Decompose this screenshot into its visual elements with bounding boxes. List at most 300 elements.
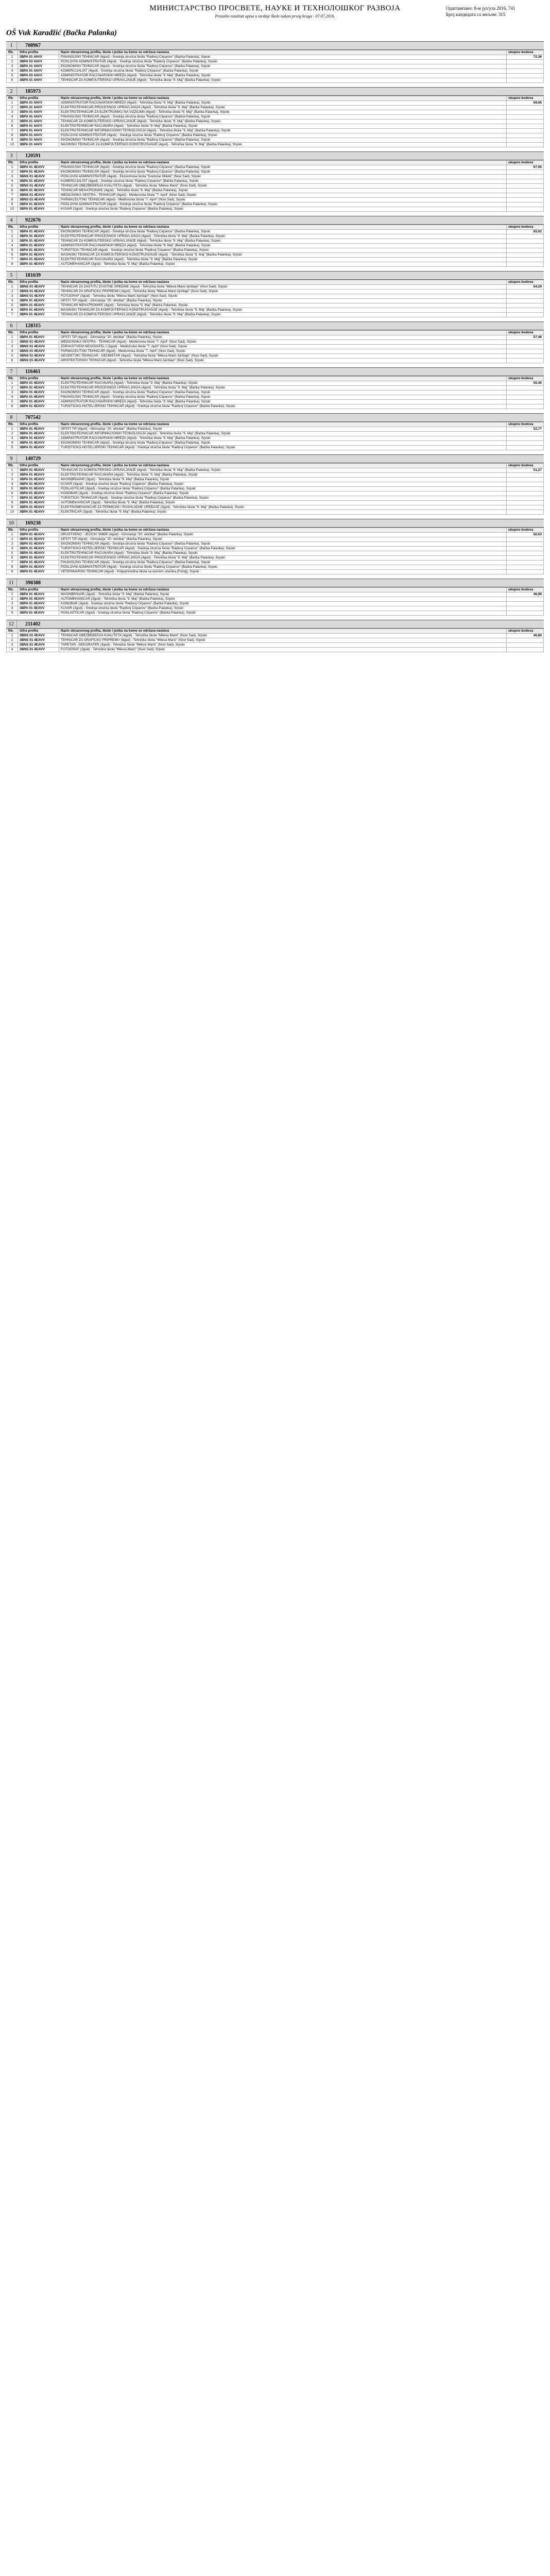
points-cell (507, 561, 544, 565)
points-cell (507, 643, 544, 648)
candidate-header (6, 216, 544, 225)
candidate-block (6, 87, 544, 147)
column-header-name: Naziv obrazovnog profila, škole i jezika na kome se održava nastava (59, 464, 507, 468)
table-row (7, 505, 544, 510)
candidate-block (6, 216, 544, 267)
row-number: 1 (7, 55, 18, 60)
profile-name: EKONOMSKI TEHNIČAR (4god) - Srednja stručna škola "Radivoj Ćirpanov" (Bačka Palanka), Srpski (59, 170, 507, 175)
column-header-rb: Rb. (7, 377, 18, 381)
profile-name: EKONOMSKI TEHNIČAR (4god) - Srednja stručna škola "Radivoj Ćirpanov" (Bačka Palanka), Srpski (59, 138, 507, 143)
row-number: 5 (7, 184, 18, 189)
table-row (7, 340, 544, 345)
table-row (7, 230, 544, 234)
row-number: 1 (7, 533, 18, 537)
column-header-points: ukupno bodova (507, 588, 544, 592)
wishes-table (6, 528, 544, 574)
wishes-table (6, 225, 544, 267)
table-row (7, 436, 544, 441)
table-header-row (7, 280, 544, 285)
points-cell (507, 248, 544, 253)
profile-name: ADMINISTRATOR RAČUNARSKIH MREŽA (4god) - Tehnička škola "9. Maj" (Bačka Palanka), Srpski (59, 74, 507, 78)
points-cell (507, 478, 544, 482)
profile-name: AUTOMEHANIČAR (3god) - Tehnička škola "9. Maj" (Bačka Palanka), Srpski (59, 262, 507, 267)
points-cell (507, 487, 544, 492)
table-row (7, 400, 544, 404)
points-cell (507, 565, 544, 570)
profile-name: TURISTIČKI TEHNIČAR (4god) - Srednja stručna škola "Radivoj Ćirpanov" (Bačka Palanka), Srpski (59, 248, 507, 253)
table-row (7, 165, 544, 170)
points-cell (507, 354, 544, 359)
candidate-number: 7 (6, 368, 17, 376)
points-cell (507, 648, 544, 652)
row-number: 4 (7, 69, 18, 74)
profile-name: EKONOMSKI TEHNIČAR (4god) - Srednja stručna škola "Radivoj Ćirpanov" (Bačka Palanka), Srpski (59, 230, 507, 234)
profile-name: ADMINISTRATOR RAČUNARSKIH MREŽA (4god) - Tehnička škola "9. Maj" (Bačka Palanka), Srpski (59, 244, 507, 248)
column-header-name: Naziv obrazovnog profila, škole i jezika na kome se održava nastava (59, 528, 507, 533)
profile-name: GEODETSKI TEHNIČAR - GEOMETAR (4god) - Tehnička škola "Mileva Marić Ajnštajn" (Novi Sad), Srpski (59, 354, 507, 359)
row-number: 5 (7, 611, 18, 616)
profile-code: 3BPA 01 4EAVV (18, 551, 59, 556)
candidate-code: 211402 (25, 621, 41, 627)
column-header-name: Naziv obrazovnog profila, škole i jezika na kome se održava nastava (59, 377, 507, 381)
row-number: 5 (7, 446, 18, 450)
profile-code: 3BPA 01 4AVV (18, 138, 59, 143)
wishes-table (6, 587, 544, 616)
row-number: 4 (7, 606, 18, 611)
profile-code: 3BPA 01 4EAVV (18, 386, 59, 391)
points-cell (507, 482, 544, 487)
profile-code: 3BPA 01 4EAVV (18, 248, 59, 253)
table-row (7, 547, 544, 551)
candidate-number: 5 (6, 272, 17, 279)
table-row (7, 189, 544, 193)
table-header-row (7, 96, 544, 101)
profile-name: TEHNIČAR OBEZBEĐENJA KVALITETA (4god) - Tehnička škola "Mileva Marić" (Novi Sad), Srpski (59, 634, 507, 638)
profile-code: 3BPA 01 4EAVV (18, 179, 59, 184)
profile-name: FINANSIJSKI TEHNIČAR (4god) - Srednja stručna škola "Radivoj Ćirpanov" (Bačka Palanka), Srpski (59, 55, 507, 60)
points-cell (507, 69, 544, 74)
table-row (7, 510, 544, 515)
candidate-header (6, 620, 544, 629)
column-header-code: Šifra profila (18, 464, 59, 468)
candidate-block (6, 367, 544, 409)
points-cell (507, 359, 544, 363)
profile-name: OPŠTI TIP (4god) - Gimnazija "20. oktobar" (Bačka Palanka), Srpski (59, 299, 507, 303)
table-row (7, 244, 544, 248)
candidate-header (6, 413, 544, 422)
row-number: 1 (7, 165, 18, 170)
table-row (7, 482, 544, 487)
profile-code: 3BPA 01 4AVV (18, 133, 59, 138)
profile-code: 3BPA 01 4AVV (18, 129, 59, 133)
column-header-rb: Rb. (7, 588, 18, 592)
profile-name: ELEKTROTEHNIČAR INFORMACIONIH TEHNOLOGIJA (4god) - Tehnička škola "9. Maj" (Bačka Palanka), Srpski (59, 129, 507, 133)
points-cell (507, 299, 544, 303)
column-header-name: Naziv obrazovnog profila, škole i jezika na kome se održava nastava (59, 50, 507, 55)
table-row (7, 570, 544, 574)
points-cell (507, 262, 544, 267)
row-number: 7 (7, 496, 18, 501)
column-header-code: Šifra profila (18, 225, 59, 230)
profile-code: 3BNS 01 4EAVV (18, 359, 59, 363)
table-row (7, 638, 544, 643)
print-meta (446, 5, 544, 18)
table-row (7, 78, 544, 83)
table-row (7, 285, 544, 290)
profile-name: ELEKTROMEHANIČAR ZA TERMIČKE I RASHLADNE UREĐAJE (3god) - Tehnička škola "9. Maj" (Bačka Palanka), Srpski (59, 505, 507, 510)
table-row (7, 69, 544, 74)
points-cell (507, 239, 544, 244)
profile-code: 3BPA 01 4EAVV (18, 542, 59, 547)
total-points: 50,63 (507, 533, 544, 537)
profile-code: 3BPA 01 4EAVV (18, 165, 59, 170)
row-number: 6 (7, 124, 18, 129)
table-row (7, 496, 544, 501)
points-cell (507, 115, 544, 120)
row-number: 1 (7, 381, 18, 386)
report-subtitle: Pristalni rezultati upisa u srednje škole nakon prvog kruga - 07.07.2016. (215, 14, 335, 19)
profile-code: 3BNS 01 4EAVV (18, 643, 59, 648)
profile-name: VETERINARSKI TEHNIČAR (4god) - Poljoprivredna škola sa domom učenika (Futog), Srpski (59, 570, 507, 574)
table-row (7, 120, 544, 124)
candidate-number: 2 (6, 88, 17, 95)
wishes-table (6, 422, 544, 450)
candidate-number: 9 (6, 455, 17, 463)
row-number: 6 (7, 308, 18, 313)
candidate-code: 181639 (25, 273, 41, 278)
profile-code: 3BPA 01 4EAVV (18, 170, 59, 175)
table-row (7, 606, 544, 611)
table-header-row (7, 161, 544, 165)
row-number: 6 (7, 78, 18, 83)
table-row (7, 175, 544, 179)
table-row (7, 404, 544, 409)
table-row (7, 253, 544, 258)
profile-code: 3BPA 01 4AVV (18, 101, 59, 106)
profile-name: TEHNIČAR OBEZBEĐENJA KVALITETA (4god) - Tehnička škola "Mileva Marić" (Novi Sad), Srpski (59, 184, 507, 189)
table-header-row (7, 422, 544, 427)
profile-code: 3BNS 01 4EAVV (18, 175, 59, 179)
row-number: 3 (7, 602, 18, 606)
row-number: 2 (7, 60, 18, 64)
profile-name: ELEKTROTEHNIČAR PROCESNOG UPRAVLJANJA (4god) - Tehnička škola "9. Maj" (Bačka Palanka), Srpski (59, 386, 507, 391)
points-cell (507, 349, 544, 354)
table-row (7, 248, 544, 253)
candidate-header (6, 271, 544, 280)
profile-name: KUVAR (3god) - Srednja stručna škola "Radivoj Ćirpanov" (Bačka Palanka), Srpski (59, 606, 507, 611)
profile-name: FARMACEUTSKI TEHNIČAR (4god) - Medicinska škola "7. April" (Novi Sad), Srpski (59, 198, 507, 202)
candidate-code: 398388 (25, 580, 41, 586)
row-number: 6 (7, 492, 18, 496)
document-page (6, 4, 544, 656)
wishes-table (6, 50, 544, 83)
row-number: 6 (7, 253, 18, 258)
column-header-points: ukupno bodova (507, 331, 544, 335)
candidate-block (6, 620, 544, 652)
profile-code: 3BPA 01 4EAVV (18, 313, 59, 317)
candidate-block (6, 151, 544, 212)
total-points: 57,46 (507, 335, 544, 340)
points-cell (507, 124, 544, 129)
profile-name: TEHNIČAR ZA KOMPJUTERSKO UPRAVLJANJE (4god) - Tehnička škola "9. Maj" (Bačka Palanka), Srpski (59, 120, 507, 124)
candidate-block (6, 321, 544, 363)
table-row (7, 473, 544, 478)
column-header-name: Naziv obrazovnog profila, škole i jezika na kome se održava nastava (59, 280, 507, 285)
points-cell (507, 244, 544, 248)
profile-name: EKONOMSKI TEHNIČAR (4god) - Srednja stručna škola "Radivoj Ćirpanov" (Bačka Palanka), Srpski (59, 64, 507, 69)
row-number: 3 (7, 239, 18, 244)
profile-name: POSLASTIČAR (3god) - Srednja stručna škola "Radivoj Ćirpanov" (Bačka Palanka), Srpski (59, 487, 507, 492)
ministry-title: МИНИСТАРСТВО ПРОСВЕТЕ, НАУКЕ И ТЕХНОЛОШКОГ РАЗВОЈА (149, 4, 401, 12)
profile-code: 3BPA 01 4EAVV (18, 565, 59, 570)
table-row (7, 441, 544, 446)
column-header-rb: Rb. (7, 225, 18, 230)
points-cell (507, 570, 544, 574)
column-header-points: ukupno bodova (507, 528, 544, 533)
profile-name: ELEKTROTEHNIČAR PROCESNOG UPRAVLJANJA (4god) - Tehnička škola "9. Maj" (Bačka Palanka), Srpski (59, 234, 507, 239)
column-header-code: Šifra profila (18, 161, 59, 165)
profile-name: MAŠINSKI TEHNIČAR ZA KOMPJUTERSKO KONSTRUISANJE (4god) - Tehnička škola "9. Maj" (Bačka Palanka), Srpski (59, 308, 507, 313)
profile-code: 3BPA 01 4EAVV (18, 556, 59, 561)
profile-name: TEHNIČAR ZA KOMPJUTERSKO UPRAVLJANJE (4god) - Tehnička škola "9. Maj" (Bačka Palanka), Srpski (59, 239, 507, 244)
profile-name: POSLOVNI ADMINISTRATOR (4god) - Srednja stručna škola "Radivoj Ćirpanov" (Bačka Palanka), Srpski (59, 60, 507, 64)
table-row (7, 303, 544, 308)
table-row (7, 262, 544, 267)
profile-code: 3BPA 01 4EAVV (18, 381, 59, 386)
row-number: 4 (7, 115, 18, 120)
profile-name: TEHNIČAR ZA KOMPJUTERSKO UPRAVLJANJE (4god) - Tehnička škola "9. Maj" (Bačka Palanka), Srpski (59, 468, 507, 473)
profile-code: 3BPA 01 4EAVV (18, 391, 59, 395)
profile-code: 3BPA 01 4EAVV (18, 478, 59, 482)
table-row (7, 478, 544, 482)
table-row (7, 611, 544, 616)
profile-name: KUVAR (3god) - Srednja stručna škola "Radivoj Ćirpanov" (Bačka Palanka), Srpski (59, 207, 507, 212)
table-row (7, 386, 544, 391)
row-number: 9 (7, 570, 18, 574)
profile-name: POSLOVNI ADMINISTRATOR (4god) - Ekonomska škola "Svetozar Miletić" (Novi Sad), Srpski (59, 175, 507, 179)
profile-name: ARHITEKTONSKI TEHNIČAR (4god) - Tehnička škola "Mileva Marić Ajnštajn" (Novi Sad), Srpski (59, 359, 507, 363)
table-header-row (7, 50, 544, 55)
points-cell (507, 234, 544, 239)
points-cell (507, 547, 544, 551)
profile-code: 3BPA 01 4EAVV (18, 492, 59, 496)
table-header-row (7, 225, 544, 230)
total-points: 46,99 (507, 592, 544, 597)
profile-name: AUTOMEHANIČAR (3god) - Tehnička škola "9. Maj" (Bačka Palanka), Srpski (59, 501, 507, 505)
profile-code: 3BNS 01 4EAVV (18, 340, 59, 345)
profile-name: FINANSIJSKI TEHNIČAR (4god) - Srednja stručna škola "Radivoj Ćirpanov" (Bačka Palanka), Srpski (59, 395, 507, 400)
row-number: 5 (7, 487, 18, 492)
row-number: 3 (7, 294, 18, 299)
row-number: 2 (7, 473, 18, 478)
table-header-row (7, 464, 544, 468)
total-points: 52,77 (507, 427, 544, 432)
table-row (7, 592, 544, 597)
table-row (7, 556, 544, 561)
total-points: 46,80 (507, 634, 544, 638)
row-number: 3 (7, 110, 18, 115)
table-row (7, 345, 544, 349)
profile-name: AUTOMEHANIČAR (3god) - Tehnička škola "9. Maj" (Bačka Palanka), Srpski (59, 597, 507, 602)
candidate-number: 6 (6, 322, 17, 330)
table-row (7, 643, 544, 648)
points-cell (507, 253, 544, 258)
profile-code: 3BPA 01 4EAVV (18, 395, 59, 400)
profile-name: TEHNIČAR ZA ZAŠTITU ŽIVOTNE SREDINE (4god) - Tehnička škola "Mileva Marić Ajnštajn" (Novi Sad), Srpski (59, 285, 507, 290)
table-row (7, 487, 544, 492)
row-number: 8 (7, 198, 18, 202)
profile-code: 3BNS 01 4EAVV (18, 345, 59, 349)
candidate-code: 169238 (25, 520, 41, 526)
column-header-code: Šifra profila (18, 629, 59, 634)
profile-code: 3BPA 01 4EAVV (18, 404, 59, 409)
candidate-block (6, 413, 544, 450)
row-number: 2 (7, 106, 18, 110)
column-header-rb: Rb. (7, 280, 18, 285)
points-cell (507, 501, 544, 505)
points-cell (507, 207, 544, 212)
profile-name: TURISTIČKO-HOTELIJERSKI TEHNIČAR (4god) - Srednja stručna škola "Radivoj Ćirpanov" (Bačka Palanka), Srpski (59, 547, 507, 551)
points-cell (507, 345, 544, 349)
table-row (7, 239, 544, 244)
wishes-table (6, 376, 544, 409)
total-points: 65,02 (507, 230, 544, 234)
points-cell (507, 391, 544, 395)
profile-name: MAŠINBRAVAR (3god) - Tehnička škola "9. Maj" (Bačka Palanka), Srpski (59, 478, 507, 482)
document-header (6, 4, 544, 28)
profile-code: 3BPA 01 4AVV (18, 143, 59, 147)
column-header-points: ukupno bodova (507, 225, 544, 230)
profile-code: 3BPA 01 4EAVV (18, 510, 59, 515)
row-number: 4 (7, 547, 18, 551)
candidate-number: 12 (6, 620, 17, 628)
column-header-name: Naziv obrazovnog profila, škole i jezika na kome se održava nastava (59, 331, 507, 335)
column-header-points: ukupno bodova (507, 280, 544, 285)
table-row (7, 313, 544, 317)
profile-code: 3BNS 01 4EAVV (18, 294, 59, 299)
table-row (7, 492, 544, 496)
points-cell (507, 78, 544, 83)
points-cell (507, 303, 544, 308)
column-header-points: ukupno bodova (507, 377, 544, 381)
column-header-points: ukupno bodova (507, 422, 544, 427)
profile-code: 3BPA 01 4EAVV (18, 436, 59, 441)
profile-name: MAŠINSKI TEHNIČAR ZA KOMPJUTERSKO KONSTRUISANJE (4god) - Tehnička škola "9. Maj" (Bačka Palanka), Srpski (59, 253, 507, 258)
profile-code: 3BPA 01 4AVV (18, 69, 59, 74)
profile-code: 3BPA 01 4EAVV (18, 400, 59, 404)
profile-code: 3BPA 01 4EAVV (18, 611, 59, 616)
points-cell (507, 606, 544, 611)
candidate-number: 3 (6, 152, 17, 160)
column-header-points: ukupno bodova (507, 161, 544, 165)
profile-code: 3BPA 01 4AVV (18, 124, 59, 129)
column-header-points: ukupno bodova (507, 50, 544, 55)
column-header-code: Šifra profila (18, 96, 59, 101)
profile-name: TAPETAR - DEKORATER (3god) - Tehnička škola "Mileva Marić" (Novi Sad), Srpski (59, 643, 507, 648)
row-number: 2 (7, 638, 18, 643)
profile-name: ZDRAVSTVENI NEGOVATELJ (3god) - Medicinska škola "7. April" (Novi Sad), Srpski (59, 345, 507, 349)
wishes-table (6, 629, 544, 652)
row-number: 2 (7, 340, 18, 345)
table-row (7, 179, 544, 184)
candidate-header (6, 579, 544, 587)
table-row (7, 207, 544, 212)
points-cell (507, 597, 544, 602)
profile-name: ELEKTROTEHNIČAR RAČUNARA (4god) - Tehnička škola "9. Maj" (Bačka Palanka), Srpski (59, 124, 507, 129)
profile-name: KOMERCIJALIST (4god) - Srednja stručna škola "Radivoj Ćirpanov" (Bačka Palanka), Srpski (59, 69, 507, 74)
row-number: 6 (7, 189, 18, 193)
candidate-header (6, 41, 544, 50)
profile-code: 3BPA 01 4EAVV (18, 501, 59, 505)
column-header-code: Šifra profila (18, 422, 59, 427)
candidate-block (6, 271, 544, 317)
table-row (7, 133, 544, 138)
points-cell (507, 473, 544, 478)
profile-name: FINANSIJSKI TEHNIČAR (4god) - Srednja stručna škola "Radivoj Ćirpanov" (Bačka Palanka), Srpski (59, 115, 507, 120)
profile-name: TEHNIČAR ZA GRAFIČKU PRIPREMU (4god) - Tehnička škola "Mileva Marić" (Novi Sad), Srpski (59, 638, 507, 643)
wish-count: Број кандидата са жељом: 315 (446, 12, 506, 17)
candidate-block (6, 41, 544, 83)
table-row (7, 193, 544, 198)
table-row (7, 110, 544, 115)
table-header-row (7, 528, 544, 533)
profile-name: FARMACEUTSKI TEHNIČAR (4god) - Medicinska škola "7. April" (Novi Sad), Srpski (59, 349, 507, 354)
row-number: 9 (7, 202, 18, 207)
points-cell (507, 510, 544, 515)
points-cell (507, 386, 544, 391)
row-number: 3 (7, 345, 18, 349)
profile-code: 3BPA 01 4EAVV (18, 234, 59, 239)
row-number: 2 (7, 386, 18, 391)
profile-code: 3BPA 01 4EAVV (18, 533, 59, 537)
profile-code: 3BPA 01 4EAVV (18, 253, 59, 258)
points-cell (507, 129, 544, 133)
table-row (7, 648, 544, 652)
points-cell (507, 611, 544, 616)
row-number: 2 (7, 290, 18, 294)
table-row (7, 335, 544, 340)
profile-code: 3BNS 01 4EAVV (18, 634, 59, 638)
profile-name: ELEKTROTEHNIČAR RAČUNARA (4god) - Tehnička škola "9. Maj" (Bačka Palanka), Srpski (59, 473, 507, 478)
column-header-name: Naziv obrazovnog profila, škole i jezika na kome se održava nastava (59, 161, 507, 165)
column-header-points: ukupno bodova (507, 96, 544, 101)
row-number: 10 (7, 143, 18, 147)
table-header-row (7, 629, 544, 634)
table-row (7, 308, 544, 313)
profile-name: FOTOGRAF (3god) - Tehnička škola "Mileva Marić" (Novi Sad), Srpski (59, 648, 507, 652)
row-number: 3 (7, 542, 18, 547)
candidate-code: 120591 (25, 153, 41, 159)
row-number: 3 (7, 391, 18, 395)
table-row (7, 537, 544, 542)
profile-name: POSLOVNI ADMINISTRATOR (4god) - Srednja stručna škola "Radivoj Ćirpanov" (Bačka Palanka), Srpski (59, 565, 507, 570)
profile-code: 3BPA 01 4EAVV (18, 202, 59, 207)
profile-code: 3BPA 01 4EAVV (18, 592, 59, 597)
table-row (7, 74, 544, 78)
wishes-table (6, 330, 544, 363)
candidate-code: 128315 (25, 323, 41, 329)
profile-code: 3BPA 01 4EAVV (18, 473, 59, 478)
column-header-code: Šifra profila (18, 528, 59, 533)
table-row (7, 184, 544, 189)
candidate-code: 185973 (25, 89, 41, 94)
total-points: 64,29 (507, 285, 544, 290)
row-number: 9 (7, 505, 18, 510)
table-row (7, 299, 544, 303)
points-cell (507, 436, 544, 441)
row-number: 4 (7, 648, 18, 652)
wishes-table (6, 160, 544, 212)
